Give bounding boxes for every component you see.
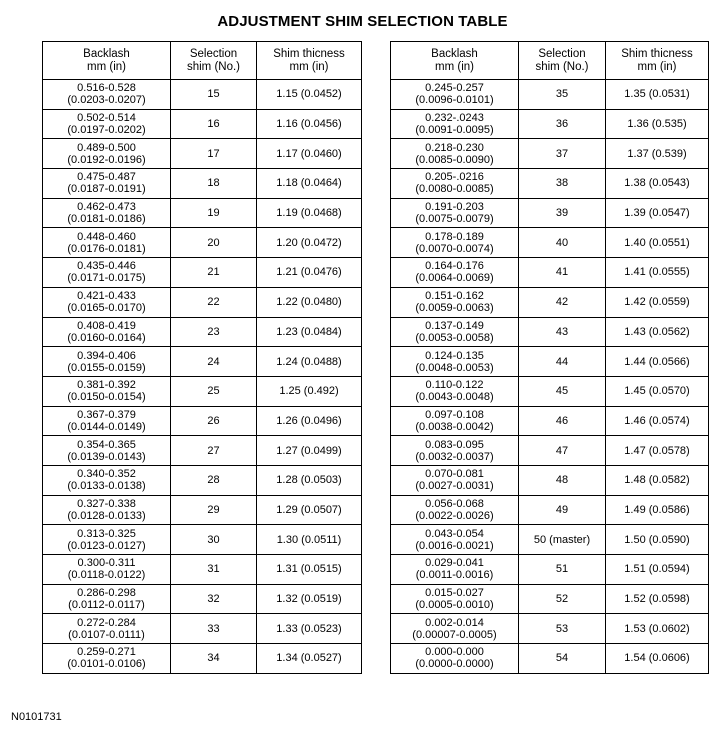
backlash-cell	[43, 139, 171, 169]
selection-shim-cell: 46	[519, 406, 606, 436]
header-backlash-line1: Backlash	[431, 47, 478, 60]
shim-thickness-cell: 1.15 (0.0452)	[257, 80, 362, 110]
table-row	[43, 258, 362, 288]
backlash-mm: 0.245-0.257	[425, 82, 484, 95]
selection-shim-cell: 49	[519, 495, 606, 525]
backlash-mm: 0.137-0.149	[425, 319, 484, 332]
shim-thickness-cell: 1.26 (0.0496)	[257, 406, 362, 436]
table-row	[43, 228, 362, 258]
shim-thickness-cell: 1.52 (0.0598)	[606, 584, 709, 614]
shim-thickness-cell: 1.41 (0.0555)	[606, 258, 709, 288]
shim-thickness-cell: 1.29 (0.0507)	[257, 495, 362, 525]
header-selection	[171, 42, 257, 80]
backlash-cell	[43, 525, 171, 555]
backlash-in: (0.0171-0.0175)	[67, 272, 146, 285]
backlash-mm: 0.489-0.500	[77, 141, 136, 154]
selection-shim-cell: 25	[171, 376, 257, 406]
selection-shim-cell: 45	[519, 376, 606, 406]
backlash-in: (0.0075-0.0079)	[415, 213, 494, 226]
table-row	[43, 525, 362, 555]
table-row	[391, 198, 709, 228]
shim-thickness-cell: 1.36 (0.535)	[606, 109, 709, 139]
shim-thickness-cell: 1.16 (0.0456)	[257, 109, 362, 139]
backlash-cell	[391, 614, 519, 644]
backlash-mm: 0.516-0.528	[77, 82, 136, 95]
header-selection	[519, 42, 606, 80]
table-row	[43, 169, 362, 199]
backlash-mm: 0.367-0.379	[77, 408, 136, 421]
backlash-mm: 0.394-0.406	[77, 349, 136, 362]
selection-shim-cell: 36	[519, 109, 606, 139]
backlash-in: (0.0133-0.0138)	[67, 480, 146, 493]
shim-thickness-cell: 1.31 (0.0515)	[257, 555, 362, 585]
header-backlash	[43, 42, 171, 80]
backlash-mm: 0.313-0.325	[77, 527, 136, 540]
table-row	[391, 555, 709, 585]
selection-shim-cell: 35	[519, 80, 606, 110]
backlash-in: (0.0022-0.0026)	[415, 509, 494, 522]
table-row	[391, 169, 709, 199]
selection-shim-cell: 52	[519, 584, 606, 614]
selection-shim-cell: 19	[171, 198, 257, 228]
backlash-mm: 0.408-0.419	[77, 319, 136, 332]
header-backlash-line1: Backlash	[83, 47, 130, 60]
shim-thickness-cell: 1.54 (0.0606)	[606, 644, 709, 674]
right-shim-table	[390, 41, 709, 674]
header-selection-line1: Selection	[189, 47, 238, 60]
selection-shim-cell: 42	[519, 287, 606, 317]
table-row	[391, 109, 709, 139]
table-row	[43, 317, 362, 347]
backlash-in: (0.0197-0.0202)	[67, 124, 146, 137]
shim-thickness-cell: 1.53 (0.0602)	[606, 614, 709, 644]
backlash-in: (0.0016-0.0021)	[415, 539, 494, 552]
shim-thickness-cell: 1.35 (0.0531)	[606, 80, 709, 110]
backlash-in: (0.0107-0.0111)	[68, 628, 145, 641]
table-row	[43, 495, 362, 525]
backlash-mm: 0.462-0.473	[77, 201, 136, 214]
table-row	[391, 139, 709, 169]
backlash-mm: 0.124-0.135	[425, 349, 484, 362]
table-row	[43, 347, 362, 377]
table-row	[43, 555, 362, 585]
backlash-cell	[43, 169, 171, 199]
table-row	[391, 80, 709, 110]
header-row	[43, 42, 362, 80]
backlash-in: (0.0128-0.0133)	[67, 509, 146, 522]
backlash-in: (0.0048-0.0053)	[415, 361, 494, 374]
backlash-in: (0.0123-0.0127)	[67, 539, 146, 552]
backlash-in: (0.0150-0.0154)	[67, 391, 146, 404]
shim-thickness-cell: 1.28 (0.0503)	[257, 465, 362, 495]
shim-thickness-cell: 1.25 (0.492)	[257, 376, 362, 406]
backlash-in: (0.0192-0.0196)	[67, 153, 146, 166]
shim-thickness-cell: 1.43 (0.0562)	[606, 317, 709, 347]
table-row	[43, 198, 362, 228]
selection-shim-cell: 38	[519, 169, 606, 199]
header-row	[391, 42, 709, 80]
selection-shim-cell: 39	[519, 198, 606, 228]
backlash-cell	[391, 317, 519, 347]
selection-shim-cell: 18	[171, 169, 257, 199]
backlash-cell	[43, 80, 171, 110]
backlash-cell	[391, 258, 519, 288]
selection-shim-cell: 24	[171, 347, 257, 377]
backlash-in: (0.0085-0.0090)	[415, 153, 494, 166]
backlash-mm: 0.083-0.095	[425, 438, 484, 451]
backlash-cell	[391, 169, 519, 199]
shim-thickness-cell: 1.40 (0.0551)	[606, 228, 709, 258]
figure-id: N0101731	[11, 711, 62, 723]
backlash-cell	[43, 614, 171, 644]
backlash-mm: 0.000-0.000	[425, 646, 484, 659]
selection-shim-cell: 40	[519, 228, 606, 258]
header-thickness-line2: mm (in)	[289, 60, 329, 73]
shim-thickness-cell: 1.38 (0.0543)	[606, 169, 709, 199]
table-row	[43, 465, 362, 495]
backlash-cell	[43, 287, 171, 317]
backlash-cell	[43, 109, 171, 139]
header-thickness-line2: mm (in)	[637, 60, 677, 73]
table-row	[391, 436, 709, 466]
backlash-mm: 0.029-0.041	[425, 557, 484, 570]
backlash-cell	[43, 555, 171, 585]
backlash-cell	[391, 287, 519, 317]
backlash-cell	[391, 465, 519, 495]
page-title: ADJUSTMENT SHIM SELECTION TABLE	[217, 13, 508, 30]
shim-thickness-cell: 1.39 (0.0547)	[606, 198, 709, 228]
table-row	[391, 614, 709, 644]
selection-shim-cell: 47	[519, 436, 606, 466]
table-row	[43, 406, 362, 436]
selection-shim-cell: 21	[171, 258, 257, 288]
shim-thickness-cell: 1.47 (0.0578)	[606, 436, 709, 466]
table-row	[43, 376, 362, 406]
table-row	[43, 644, 362, 674]
shim-thickness-cell: 1.20 (0.0472)	[257, 228, 362, 258]
backlash-in: (0.0059-0.0063)	[415, 302, 494, 315]
backlash-in: (0.0011-0.0016)	[415, 569, 494, 582]
backlash-in: (0.0187-0.0191)	[67, 183, 146, 196]
backlash-in: (0.0096-0.0101)	[415, 94, 494, 107]
table-row	[391, 584, 709, 614]
backlash-in: (0.0176-0.0181)	[67, 242, 146, 255]
table-row	[43, 584, 362, 614]
selection-shim-cell: 32	[171, 584, 257, 614]
selection-shim-cell: 22	[171, 287, 257, 317]
shim-thickness-cell: 1.21 (0.0476)	[257, 258, 362, 288]
backlash-in: (0.0043-0.0048)	[415, 391, 494, 404]
backlash-cell	[43, 228, 171, 258]
backlash-mm: 0.381-0.392	[77, 379, 136, 392]
shim-thickness-cell: 1.22 (0.0480)	[257, 287, 362, 317]
backlash-in: (0.0118-0.0122)	[67, 569, 146, 582]
backlash-cell	[391, 139, 519, 169]
backlash-mm: 0.164-0.176	[425, 260, 484, 273]
backlash-cell	[391, 347, 519, 377]
header-backlash-line2: mm (in)	[435, 60, 474, 73]
shim-thickness-cell: 1.24 (0.0488)	[257, 347, 362, 377]
backlash-cell	[391, 376, 519, 406]
shim-thickness-cell: 1.50 (0.0590)	[606, 525, 709, 555]
shim-thickness-cell: 1.30 (0.0511)	[257, 525, 362, 555]
backlash-in: (0.0032-0.0037)	[415, 450, 494, 463]
backlash-in: (0.0160-0.0164)	[67, 331, 146, 344]
backlash-cell	[43, 376, 171, 406]
backlash-in: (0.0181-0.0186)	[67, 213, 146, 226]
backlash-cell	[43, 406, 171, 436]
header-thickness-line1: Shim thicness	[621, 47, 693, 60]
backlash-in: (0.0053-0.0058)	[415, 331, 494, 344]
selection-shim-cell: 27	[171, 436, 257, 466]
table-row	[391, 525, 709, 555]
backlash-cell	[43, 258, 171, 288]
backlash-cell	[391, 109, 519, 139]
backlash-mm: 0.448-0.460	[77, 230, 136, 243]
selection-shim-cell: 28	[171, 465, 257, 495]
backlash-cell	[391, 198, 519, 228]
backlash-mm: 0.097-0.108	[425, 408, 484, 421]
backlash-cell	[391, 436, 519, 466]
header-thickness	[257, 42, 362, 80]
backlash-mm: 0.191-0.203	[425, 201, 484, 214]
backlash-mm: 0.286-0.298	[77, 587, 136, 600]
backlash-mm: 0.015-0.027	[425, 587, 484, 600]
backlash-mm: 0.272-0.284	[77, 616, 136, 629]
shim-thickness-cell: 1.23 (0.0484)	[257, 317, 362, 347]
header-thickness	[606, 42, 709, 80]
backlash-in: (0.0038-0.0042)	[415, 420, 494, 433]
backlash-mm: 0.002-0.014	[425, 616, 484, 629]
selection-shim-cell: 48	[519, 465, 606, 495]
backlash-in: (0.0064-0.0069)	[415, 272, 494, 285]
selection-shim-cell: 50 (master)	[519, 525, 606, 555]
backlash-mm: 0.205-.0216	[425, 171, 484, 184]
backlash-cell	[391, 406, 519, 436]
shim-thickness-cell: 1.37 (0.539)	[606, 139, 709, 169]
backlash-in: (0.0139-0.0143)	[67, 450, 146, 463]
backlash-in: (0.0112-0.0117)	[68, 599, 145, 612]
shim-thickness-cell: 1.45 (0.0570)	[606, 376, 709, 406]
selection-shim-cell: 31	[171, 555, 257, 585]
table-row	[391, 465, 709, 495]
selection-shim-cell: 29	[171, 495, 257, 525]
backlash-cell	[391, 644, 519, 674]
header-thickness-line1: Shim thicness	[273, 47, 345, 60]
selection-shim-cell: 26	[171, 406, 257, 436]
shim-thickness-cell: 1.34 (0.0527)	[257, 644, 362, 674]
shim-thickness-cell: 1.48 (0.0582)	[606, 465, 709, 495]
backlash-in: (0.0000-0.0000)	[415, 658, 494, 671]
table-row	[43, 287, 362, 317]
backlash-cell	[391, 555, 519, 585]
backlash-cell	[43, 465, 171, 495]
backlash-in: (0.0203-0.0207)	[67, 94, 146, 107]
shim-thickness-cell: 1.49 (0.0586)	[606, 495, 709, 525]
selection-shim-cell: 53	[519, 614, 606, 644]
backlash-mm: 0.151-0.162	[425, 290, 484, 303]
selection-shim-cell: 37	[519, 139, 606, 169]
backlash-cell	[43, 436, 171, 466]
header-selection-line2: shim (No.)	[186, 60, 241, 73]
backlash-cell	[43, 198, 171, 228]
backlash-in: (0.0101-0.0106)	[67, 658, 146, 671]
shim-thickness-cell: 1.17 (0.0460)	[257, 139, 362, 169]
table-row	[391, 287, 709, 317]
selection-shim-cell: 17	[171, 139, 257, 169]
backlash-cell	[43, 347, 171, 377]
backlash-mm: 0.435-0.446	[77, 260, 136, 273]
backlash-mm: 0.421-0.433	[77, 290, 136, 303]
header-selection-line1: Selection	[538, 47, 586, 60]
table-row	[43, 80, 362, 110]
table-row	[391, 376, 709, 406]
selection-shim-cell: 51	[519, 555, 606, 585]
shim-thickness-cell: 1.18 (0.0464)	[257, 169, 362, 199]
table-row	[391, 317, 709, 347]
backlash-mm: 0.232-.0243	[425, 112, 484, 125]
selection-shim-cell: 43	[519, 317, 606, 347]
selection-shim-cell: 44	[519, 347, 606, 377]
backlash-mm: 0.340-0.352	[77, 468, 136, 481]
backlash-cell	[391, 80, 519, 110]
shim-thickness-cell: 1.42 (0.0559)	[606, 287, 709, 317]
backlash-cell	[43, 317, 171, 347]
backlash-mm: 0.327-0.338	[77, 497, 136, 510]
backlash-in: (0.0165-0.0170)	[67, 302, 146, 315]
selection-shim-cell: 23	[171, 317, 257, 347]
backlash-mm: 0.218-0.230	[425, 141, 484, 154]
selection-shim-cell: 41	[519, 258, 606, 288]
backlash-mm: 0.056-0.068	[425, 497, 484, 510]
table-row	[43, 436, 362, 466]
backlash-mm: 0.259-0.271	[77, 646, 136, 659]
shim-thickness-cell: 1.27 (0.0499)	[257, 436, 362, 466]
shim-thickness-cell: 1.44 (0.0566)	[606, 347, 709, 377]
table-row	[43, 109, 362, 139]
backlash-mm: 0.475-0.487	[77, 171, 136, 184]
backlash-in: (0.0070-0.0074)	[415, 242, 494, 255]
table-row	[391, 644, 709, 674]
shim-thickness-cell: 1.51 (0.0594)	[606, 555, 709, 585]
header-selection-line2: shim (No.)	[535, 60, 589, 73]
backlash-mm: 0.110-0.122	[425, 379, 484, 392]
table-row	[391, 495, 709, 525]
backlash-mm: 0.178-0.189	[425, 230, 484, 243]
shim-thickness-cell: 1.19 (0.0468)	[257, 198, 362, 228]
selection-shim-cell: 16	[171, 109, 257, 139]
table-row	[43, 139, 362, 169]
backlash-cell	[43, 644, 171, 674]
header-backlash	[391, 42, 519, 80]
backlash-cell	[391, 228, 519, 258]
backlash-cell	[43, 495, 171, 525]
backlash-in: (0.0080-0.0085)	[415, 183, 494, 196]
backlash-cell	[391, 525, 519, 555]
selection-shim-cell: 34	[171, 644, 257, 674]
selection-shim-cell: 30	[171, 525, 257, 555]
selection-shim-cell: 54	[519, 644, 606, 674]
backlash-in: (0.0027-0.0031)	[415, 480, 494, 493]
selection-shim-cell: 15	[171, 80, 257, 110]
backlash-mm: 0.354-0.365	[77, 438, 136, 451]
shim-thickness-cell: 1.32 (0.0519)	[257, 584, 362, 614]
backlash-in: (0.0091-0.0095)	[415, 124, 494, 137]
table-row	[391, 406, 709, 436]
left-shim-table	[42, 41, 362, 674]
backlash-cell	[391, 495, 519, 525]
backlash-mm: 0.070-0.081	[425, 468, 484, 481]
backlash-in: (0.0005-0.0010)	[415, 599, 494, 612]
selection-shim-cell: 33	[171, 614, 257, 644]
shim-thickness-cell: 1.46 (0.0574)	[606, 406, 709, 436]
backlash-cell	[43, 584, 171, 614]
header-backlash-line2: mm (in)	[87, 60, 126, 73]
backlash-in: (0.0144-0.0149)	[67, 420, 146, 433]
backlash-mm: 0.043-0.054	[425, 527, 484, 540]
table-row	[391, 347, 709, 377]
backlash-in: (0.0155-0.0159)	[67, 361, 146, 374]
table-row	[43, 614, 362, 644]
table-row	[391, 228, 709, 258]
selection-shim-cell: 20	[171, 228, 257, 258]
backlash-mm: 0.502-0.514	[77, 112, 136, 125]
backlash-in: (0.00007-0.0005)	[412, 628, 497, 641]
backlash-mm: 0.300-0.311	[77, 557, 136, 570]
backlash-cell	[391, 584, 519, 614]
shim-thickness-cell: 1.33 (0.0523)	[257, 614, 362, 644]
table-row	[391, 258, 709, 288]
